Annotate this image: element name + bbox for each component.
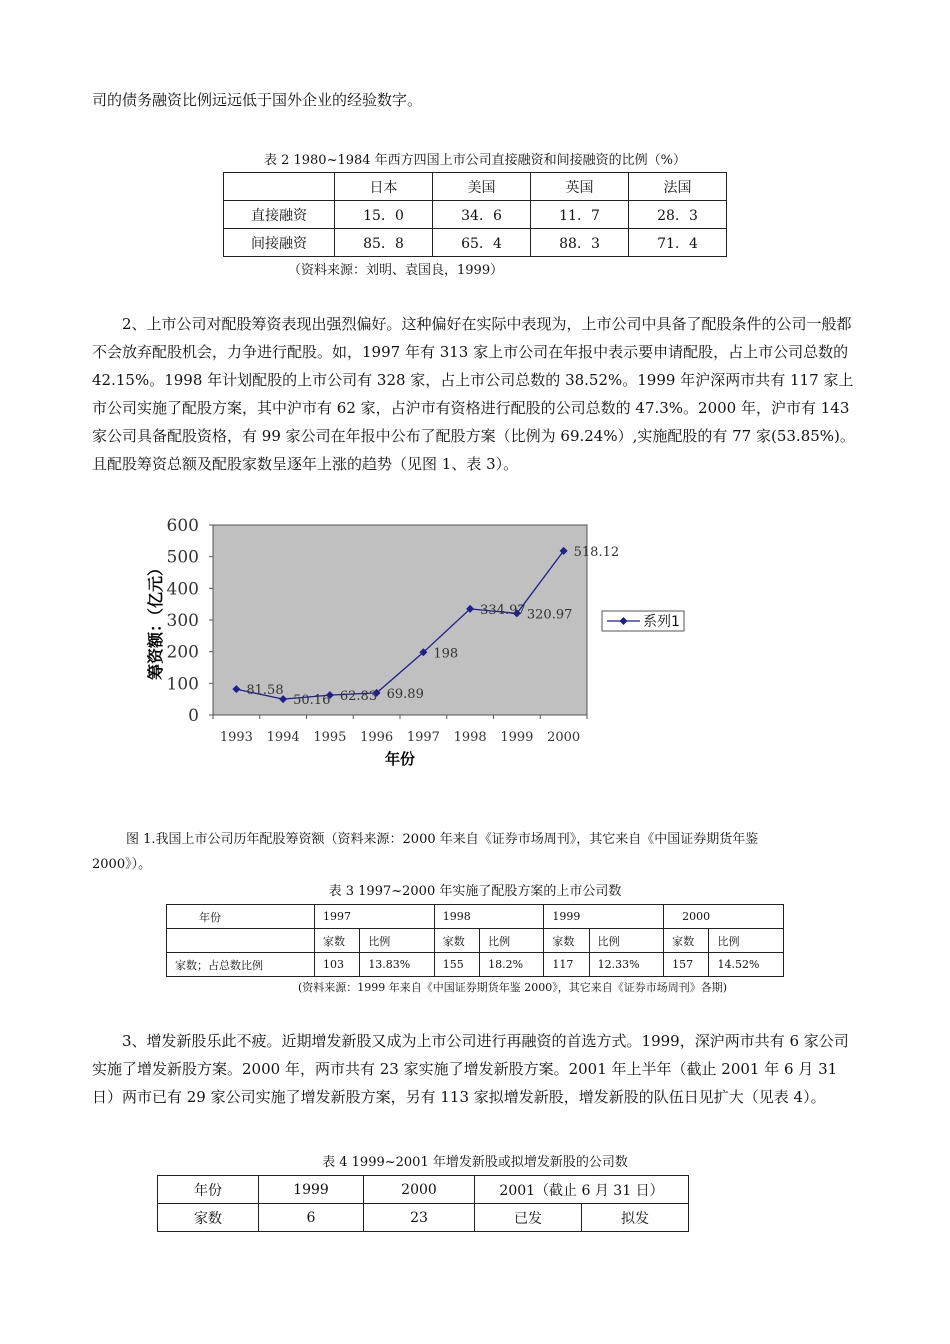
intro-text: 司的债务融资比例远远低于国外企业的经验数字。 [92, 91, 423, 109]
x-tick-label: 1998 [453, 730, 487, 745]
sub-header: 比例 [709, 929, 784, 953]
table-cell: 85．8 [335, 229, 433, 257]
y-tick-label: 600 [166, 516, 199, 536]
table-cell: 34．6 [433, 201, 531, 229]
table-row [224, 201, 727, 229]
table-header-cell: 日本 [335, 173, 433, 201]
table-cell: 23 [364, 1204, 475, 1232]
year-header: 1998 [434, 905, 544, 929]
table-header-cell: 2000 [364, 1176, 475, 1204]
x-tick-label: 1999 [500, 730, 534, 745]
table-cell: 157 [664, 953, 709, 977]
table-cell: 88．3 [531, 229, 629, 257]
table-header-cell: 年份 [158, 1176, 259, 1204]
table-cell: 12.33% [589, 953, 663, 977]
table-cell: 71．4 [629, 229, 727, 257]
figure1-caption [92, 828, 866, 872]
table-row [167, 905, 784, 929]
x-tick-label: 1994 [266, 730, 300, 745]
table-row [158, 1204, 689, 1232]
table-cell: 65．4 [433, 229, 531, 257]
sub-header: 家数 [434, 929, 479, 953]
y-axis-label: 筹资额：（亿元） [146, 559, 165, 681]
x-axis-label: 年份 [384, 750, 416, 768]
figure1-caption-line2: 2000》）。 [92, 857, 152, 872]
y-tick-label: 400 [166, 579, 199, 600]
figure1-caption-line1: 图 1.我国上市公司历年配股筹资额（资料来源：2000 年来自《证券市场周刊》，其它来自《中国证券期货年鉴 [126, 832, 759, 847]
table-cell: 103 [315, 953, 360, 977]
legend-label: 系列1 [643, 614, 680, 630]
table-row [224, 173, 727, 201]
table-cell: 155 [434, 953, 479, 977]
row-label: 家数 [158, 1204, 259, 1232]
table-cell: 6 [259, 1204, 364, 1232]
sub-header: 家数 [315, 929, 360, 953]
year-header: 2000 [664, 905, 784, 929]
year-header: 1997 [315, 905, 435, 929]
legend [602, 611, 684, 631]
data-label: 81.58 [246, 683, 284, 699]
table-cell: 14.52% [709, 953, 784, 977]
paragraph-2: 2、上市公司对配股筹资表现出强烈偏好。这种偏好在实际中表现为，上市公司中具备了配股条件的公司一般都不会放弃配股机会，力争进行配股。如，1997 年有 313 家上市公司在年报中表示要申请配股，占上市公司总数的 42.15%。1998 年计划配股的上市公司有 328 家，占上市公司总数的 38.52%。1999 年沪深两市共有 117 家上市公司实施了配股方案，其中沪市有 62 家，占沪市有资格进行配股的公司总数的 47.3%。2000 年，沪市有 143 家公司具备配股资格，有 99 家公司在年报中公布了配股方案（比例为 69.24%）,实施配股的有 77 家(53.85%)。且配股筹资总额及配股家数呈逐年上涨的趋势（见图 1、表 3）。 [92, 315, 855, 473]
line-chart [130, 505, 730, 795]
row-label: 家数；占总数比例 [167, 953, 315, 977]
table-cell [224, 173, 335, 201]
table2-source: （资料来源：刘明、袁国良，1999） [288, 263, 504, 278]
paragraph-3: 3、增发新股乐此不疲。近期增发新股又成为上市公司进行再融资的首选方式。1999，深沪两市共有 6 家公司实施了增发新股方案。2000 年，两市共有 23 家实施了增发新股方案。2001 年上半年（截止 2001 年 6 月 31 日）两市已有 29 家公司实施了增发新股方案，另有 113 家拟增发新股，增发新股的队伍日见扩大（见表 4）。 [92, 1032, 849, 1106]
row-label: 直接融资 [224, 201, 335, 229]
y-tick-label: 500 [166, 547, 199, 568]
table-cell: 已发 [475, 1204, 582, 1232]
table2 [223, 172, 727, 257]
data-label: 50.16 [293, 693, 331, 709]
table-row [167, 929, 784, 953]
table-row [224, 229, 727, 257]
x-tick-label: 2000 [547, 730, 581, 745]
table3 [166, 904, 784, 977]
table-row [158, 1176, 689, 1204]
x-tick-label: 1996 [360, 730, 394, 745]
x-tick-label: 1995 [313, 730, 347, 745]
table3-title: 表 3 1997~2000 年实施了配股方案的上市公司数 [328, 884, 622, 899]
table2-title: 表 2 1980~1984 年西方四国上市公司直接融资和间接融资的比例（%） [263, 153, 687, 168]
data-label: 62.83 [339, 689, 378, 705]
table-header-cell: 美国 [433, 173, 531, 201]
y-tick-label: 300 [166, 611, 199, 631]
table3-source: (资料来源：1999 年来自《中国证券期货年鉴 2000》，其它来自《证券市场周刊》各期) [298, 981, 728, 994]
table-header-cell: 1999 [259, 1176, 364, 1204]
table-header-cell: 法国 [629, 173, 727, 201]
table-header-cell: 英国 [531, 173, 629, 201]
y-tick-label: 0 [188, 706, 199, 726]
sub-header: 比例 [480, 929, 544, 953]
table4 [157, 1175, 689, 1232]
table4-title: 表 4 1999~2001 年增发新股或拟增发新股的公司数 [322, 1155, 628, 1170]
table-row [167, 953, 784, 977]
table-cell: 18.2% [480, 953, 544, 977]
data-label: 518.12 [573, 544, 620, 560]
table-cell: 拟发 [582, 1204, 689, 1232]
table-cell [167, 929, 315, 953]
table-cell: 13.83% [360, 953, 434, 977]
data-label: 69.89 [386, 686, 424, 702]
data-label: 198 [433, 646, 459, 662]
table-header-cell: 2001（截止 6 月 31 日） [475, 1176, 689, 1204]
table-cell: 11．7 [531, 201, 629, 229]
table-cell: 117 [544, 953, 589, 977]
y-tick-label: 200 [166, 642, 199, 663]
sub-header: 家数 [664, 929, 709, 953]
table-cell: 28．3 [629, 201, 727, 229]
sub-header: 比例 [589, 929, 663, 953]
row-header: 年份 [167, 905, 315, 929]
row-label: 间接融资 [224, 229, 335, 257]
table-cell: 15．0 [335, 201, 433, 229]
data-label: 320.97 [526, 607, 573, 623]
sub-header: 家数 [544, 929, 589, 953]
year-header: 1999 [544, 905, 664, 929]
sub-header: 比例 [360, 929, 434, 953]
x-tick-label: 1997 [406, 730, 440, 745]
data-label: 334.97 [480, 602, 526, 618]
y-tick-label: 100 [166, 674, 199, 695]
x-tick-label: 1993 [219, 730, 253, 745]
